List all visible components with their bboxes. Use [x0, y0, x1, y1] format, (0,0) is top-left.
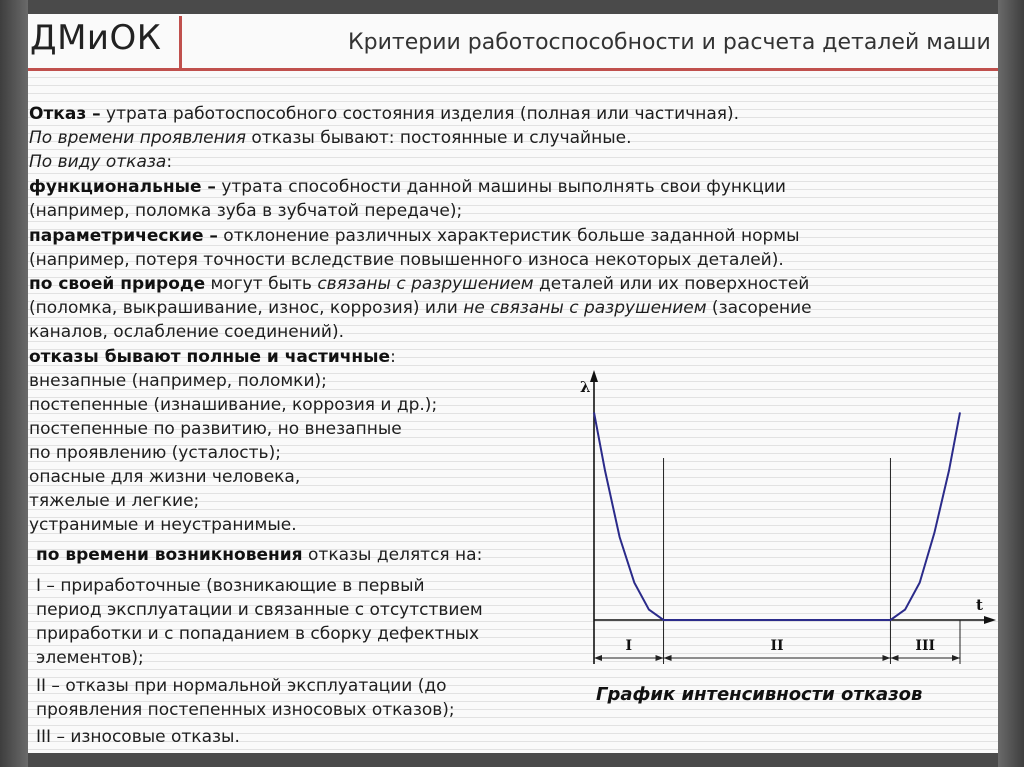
line-9: (поломка, выкрашивание, износ, коррозия) или не связаны с разрушением (засорение — [29, 298, 812, 318]
dimension-arrow — [890, 655, 898, 661]
line-15: по проявлению (усталость); — [29, 443, 281, 463]
header-divider — [179, 16, 182, 68]
x-axis-label: t — [976, 596, 983, 614]
line-4: функциональные – утрата способности данной машины выполнять свои функции — [29, 177, 786, 197]
line-3: По виду отказа: — [29, 152, 173, 172]
y-axis-arrow — [590, 370, 598, 382]
line-7: (например, потеря точности вследствие повышенного износа некоторых деталей). — [29, 250, 784, 270]
line-17: тяжелые и легкие; — [29, 491, 200, 511]
header-rule — [28, 68, 998, 71]
line-6: параметрические – отклонение различных характеристик больше заданной нормы — [29, 226, 800, 246]
line-10: каналов, ослабление соединений). — [29, 322, 345, 342]
dimension-arrow — [664, 655, 672, 661]
failure-rate-chart — [576, 366, 996, 676]
x-axis-arrow — [984, 616, 996, 624]
line-23: элементов); — [36, 648, 144, 668]
dimension-arrow — [656, 655, 664, 661]
frame-right — [998, 0, 1024, 767]
y-axis-label: λ — [580, 378, 591, 396]
frame-left — [0, 0, 28, 767]
slide-header — [28, 14, 998, 70]
line-11: отказы бывают полные и частичные: — [29, 347, 396, 367]
frame-bottom — [0, 753, 1024, 767]
line-13: постепенные (изнашивание, коррозия и др.); — [29, 395, 438, 415]
line-8: по своей природе могут быть связаны с разрушением деталей или их поверхностей — [29, 274, 810, 294]
line-22: приработки и с попаданием в сборку дефектных — [36, 624, 480, 644]
slide — [28, 14, 998, 753]
failure-rate-curve — [594, 412, 960, 620]
line-5: (например, поломка зуба в зубчатой передаче); — [29, 201, 463, 221]
line-21: период эксплуатации и связанные с отсутствием — [36, 600, 483, 620]
line-20: I – приработочные (возникающие в первый — [36, 576, 425, 596]
slide-subtitle: Критерии работоспособности и расчета деталей маши — [348, 30, 991, 55]
line-25: проявления постепенных износовых отказов); — [36, 700, 455, 720]
region-label-1: I — [625, 638, 633, 654]
chart-caption: График интенсивности отказов — [596, 684, 923, 705]
line-2: По времени проявления отказы бывают: постоянные и случайные. — [29, 128, 632, 148]
line-24: II – отказы при нормальной эксплуатации (до — [36, 676, 447, 696]
line-14: постепенные по развитию, но внезапные — [29, 419, 402, 439]
dimension-arrow — [952, 655, 960, 661]
dimension-arrow — [594, 655, 602, 661]
region-label-3: III — [915, 638, 936, 654]
slide-title: ДМиОК — [30, 18, 162, 58]
line-26: III – износовые отказы. — [36, 727, 240, 747]
line-1: Отказ – утрата работоспособного состояния изделия (полная или частичная). — [29, 104, 740, 124]
line-18: устранимые и неустранимые. — [29, 515, 297, 535]
line-12: внезапные (например, поломки); — [29, 371, 327, 391]
dimension-arrow — [882, 655, 890, 661]
line-16: опасные для жизни человека, — [29, 467, 301, 487]
line-19: по времени возникновения отказы делятся на: — [36, 545, 483, 565]
frame-top — [0, 0, 1024, 14]
region-label-2: II — [770, 638, 784, 654]
